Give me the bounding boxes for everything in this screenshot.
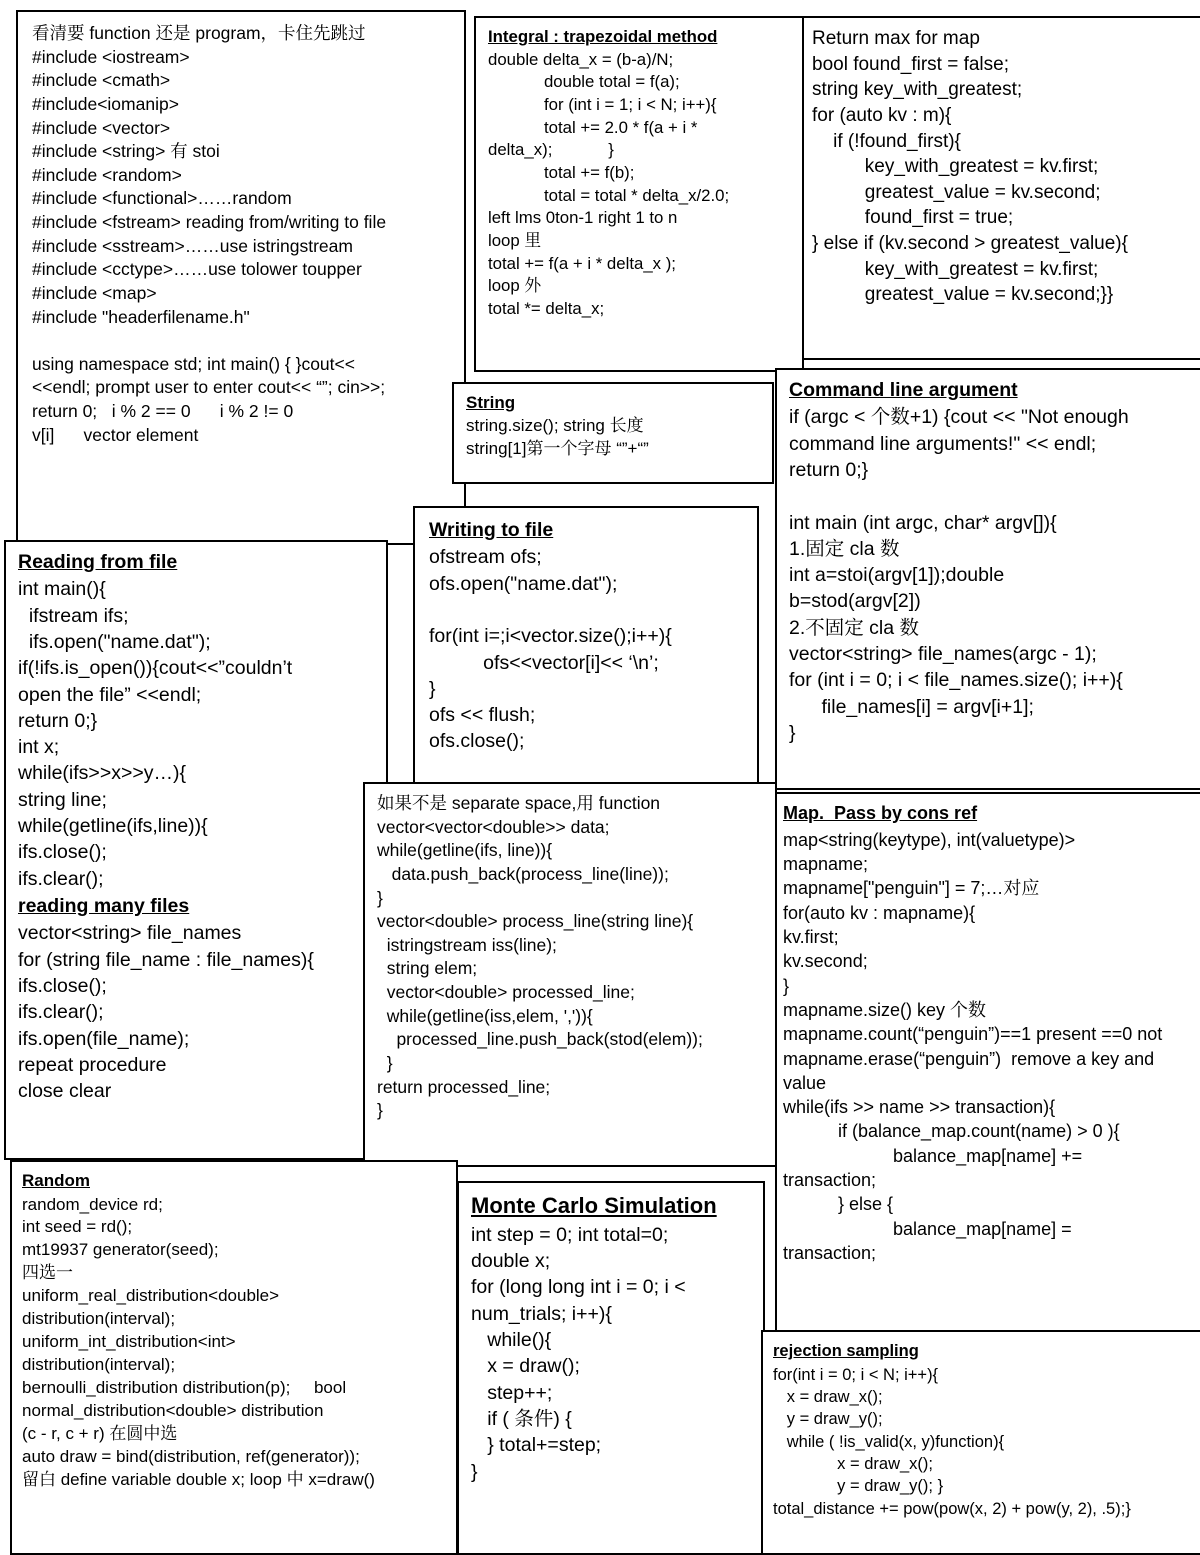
code-line: #include "headerfilename.h" xyxy=(32,306,250,327)
code-line: while(){ xyxy=(471,1329,552,1352)
code-line: ifs.clear(); xyxy=(18,1001,104,1024)
code-line: } xyxy=(471,1460,478,1483)
code-line: x = draw_x(); xyxy=(773,1454,933,1473)
cmdline-title: Command line argument xyxy=(789,379,1018,401)
code-line xyxy=(789,483,1198,509)
code-line: value xyxy=(783,1072,827,1093)
code-line: loop 里 xyxy=(488,231,542,251)
code-line: while(ifs >> name >> transaction){ xyxy=(783,1097,1056,1118)
code-line: int a=stoi(argv[1]);double xyxy=(789,564,1005,587)
code-line: } xyxy=(429,677,436,700)
map-title: Map. Pass by cons ref xyxy=(783,803,978,823)
code-line: mt19937 generator(seed); xyxy=(22,1240,219,1260)
code-line: left lms 0ton-1 right 1 to n xyxy=(488,208,678,228)
writing-box xyxy=(413,506,759,796)
code-line: #include <string> 有 stoi xyxy=(32,141,220,162)
code-line xyxy=(32,329,450,353)
rejection-title: rejection sampling xyxy=(773,1342,919,1360)
code-line: string.size(); string 长度 xyxy=(466,415,644,435)
writing-title: Writing to file xyxy=(429,519,554,541)
integral-lines xyxy=(488,49,790,321)
code-line: data.push_back(process_line(line)); xyxy=(377,863,669,884)
code-line: greatest_value = kv.second;}} xyxy=(812,284,1114,306)
code-line: 四选一 xyxy=(22,1263,73,1283)
code-line: #include <sstream>……use istringstream xyxy=(32,235,353,256)
code-line: 如果不是 separate space,用 function xyxy=(377,793,661,813)
code-line: mapname["penguin"] = 7;…对应 xyxy=(783,878,1040,899)
code-line: mapname; xyxy=(783,854,869,875)
code-line: for(int i=;i<vector.size();i++){ xyxy=(429,625,672,648)
code-line: } else if (kv.second > greatest_value){ xyxy=(812,233,1128,255)
code-line: distribution(interval); xyxy=(22,1355,176,1375)
code-line: return 0; i % 2 == 0 i % 2 != 0 xyxy=(32,401,294,421)
code-line: balance_map[name] += xyxy=(783,1145,1083,1166)
reading-lines2 xyxy=(18,920,374,1104)
code-line: total_distance += pow(pow(x, 2) + pow(y, 2), .5);} xyxy=(773,1499,1131,1518)
code-line: num_trials; i++){ xyxy=(471,1302,612,1325)
code-line: processed_line.push_back(stod(elem)); xyxy=(377,1029,703,1050)
code-line: if (!found_first){ xyxy=(812,130,961,152)
code-line: using namespace std; int main() { }cout<< xyxy=(32,353,355,374)
headers-lines xyxy=(32,22,450,447)
code-line: if (balance_map.count(name) > 0 ){ xyxy=(783,1121,1120,1142)
reading-lines xyxy=(18,576,374,892)
code-line: #include <map> xyxy=(32,282,157,303)
code-line: x = draw(); xyxy=(471,1355,580,1378)
cmdline-lines xyxy=(789,404,1198,746)
code-line: for(int i = 0; i < N; i++){ xyxy=(773,1365,939,1384)
code-line: while(ifs>>x>>y…){ xyxy=(18,762,186,785)
code-line: vector<double> processed_line; xyxy=(377,982,635,1002)
code-line: bool found_first = false; xyxy=(812,53,1009,75)
code-line: string[1]第一个字母 “”+“” xyxy=(466,438,649,458)
code-line: command line arguments!" << endl; xyxy=(789,432,1097,455)
code-line: Return max for map xyxy=(812,28,980,49)
code-line: for (long long int i = 0; i < xyxy=(471,1276,686,1299)
code-line: loop 外 xyxy=(488,276,542,296)
code-line: uniform_int_distribution<int> xyxy=(22,1332,236,1352)
process-lines xyxy=(377,792,763,1123)
code-line: } else { xyxy=(783,1194,894,1215)
map-box xyxy=(775,792,1200,1332)
code-line: total += f(a + i * delta_x ); xyxy=(488,253,676,273)
random-box xyxy=(10,1160,458,1555)
code-line: auto draw = bind(distribution, ref(generator)); xyxy=(22,1446,360,1466)
code-line: kv.second; xyxy=(783,951,868,972)
code-line: 1.固定 cla 数 xyxy=(789,537,900,560)
integral-title: Integral : trapezoidal method xyxy=(488,27,718,46)
code-line: total = total * delta_x/2.0; xyxy=(488,185,730,205)
code-line: ofs.open("name.dat"); xyxy=(429,572,618,595)
code-line: y = draw_y(); } xyxy=(773,1477,944,1496)
code-line: balance_map[name] = xyxy=(783,1218,1072,1239)
maxmap-box xyxy=(802,16,1200,360)
code-line: bernoulli_distribution distribution(p); bool xyxy=(22,1378,347,1397)
code-line: uniform_real_distribution<double> xyxy=(22,1286,280,1306)
code-line: kv.first; xyxy=(783,927,839,948)
map-lines xyxy=(783,828,1200,1265)
integral-box xyxy=(474,16,804,372)
code-line: } xyxy=(783,975,790,996)
code-line: <<endl; prompt user to enter cout<< “”; cin>>; xyxy=(32,377,386,398)
code-line: normal_distribution<double> distribution xyxy=(22,1400,324,1420)
code-line: (c - r, c + r) 在圆中选 xyxy=(22,1423,178,1443)
code-line: vector<double> process_line(string line){ xyxy=(377,911,694,932)
code-line: 留白 define variable double x; loop 中 x=draw() xyxy=(22,1469,375,1489)
code-line: ifs.open(file_name); xyxy=(18,1027,190,1050)
code-line: while(getline(ifs,line)){ xyxy=(18,815,208,838)
code-line: #include <functional>……random xyxy=(32,188,292,209)
montecarlo-title: Monte Carlo Simulation xyxy=(471,1193,717,1218)
code-line: return 0;} xyxy=(789,458,869,481)
random-title: Random xyxy=(22,1171,90,1190)
code-line: for (int i = 1; i < N; i++){ xyxy=(488,95,717,115)
code-line: vector<vector<double>> data; xyxy=(377,816,610,837)
code-line: key_with_greatest = kv.first; xyxy=(812,258,1099,280)
code-line: return processed_line; xyxy=(377,1076,551,1097)
maxmap-lines xyxy=(812,26,1200,308)
string-box xyxy=(452,382,774,484)
code-line: if (argc < 个数+1) {cout << "Not enough xyxy=(789,406,1129,429)
code-line: ofs.close(); xyxy=(429,730,525,753)
code-line: vector<string> file_names xyxy=(18,922,242,945)
code-line: string elem; xyxy=(377,958,478,979)
code-line: 看清要 function 还是 program，卡住先跳过 xyxy=(32,23,366,43)
code-line: string key_with_greatest; xyxy=(812,79,1023,101)
code-line: #include <cctype>……use tolower toupper xyxy=(32,259,362,280)
code-line: ofstream ofs; xyxy=(429,546,542,569)
montecarlo-box xyxy=(457,1181,765,1555)
code-line: while(getline(iss,elem, ',')){ xyxy=(377,1005,593,1026)
code-line: y = draw_y(); xyxy=(773,1410,883,1429)
code-line: found_first = true; xyxy=(812,207,1014,229)
code-line: #include<iomanip> xyxy=(32,93,179,114)
code-line: } xyxy=(789,722,796,745)
code-line: total *= delta_x; xyxy=(488,299,605,319)
code-line: b=stod(argv[2]) xyxy=(789,590,921,613)
code-line: for (auto kv : m){ xyxy=(812,104,952,126)
code-line: transaction; xyxy=(783,1170,877,1191)
code-line: for (string file_name : file_names){ xyxy=(18,948,314,971)
code-line: #include <fstream> reading from/writing to file xyxy=(32,212,387,232)
code-line: return 0;} xyxy=(18,709,98,732)
code-line: ifs.close(); xyxy=(18,974,107,997)
code-line: #include <cmath> xyxy=(32,70,171,91)
code-line: map<string(keytype), int(valuetype)> xyxy=(783,829,1076,850)
code-line: vector<string> file_names(argc - 1); xyxy=(789,643,1097,666)
code-line: total += 2.0 * f(a + i * xyxy=(488,117,698,137)
code-line: total += f(b); xyxy=(488,163,635,183)
code-line: mapname.erase(“penguin”) remove a key and xyxy=(783,1048,1155,1069)
code-line: } total+=step; xyxy=(471,1434,602,1457)
code-line: repeat procedure xyxy=(18,1053,167,1076)
code-line: ofs << flush; xyxy=(429,704,536,727)
code-line: delta_x); } xyxy=(488,140,614,160)
code-line: x = draw_x(); xyxy=(773,1388,883,1407)
code-line: double delta_x = (b-a)/N; xyxy=(488,49,674,69)
code-line: if(!ifs.is_open()){cout<<”couldn’t xyxy=(18,657,293,680)
code-line: for(auto kv : mapname){ xyxy=(783,902,976,923)
code-line: while ( !is_valid(x, y)function){ xyxy=(773,1432,1005,1451)
code-line: v[i] vector element xyxy=(32,424,199,445)
code-line: } xyxy=(377,1100,383,1121)
writing-lines xyxy=(429,544,743,755)
code-line: random_device rd; xyxy=(22,1194,163,1214)
code-line: mapname.size() key 个数 xyxy=(783,999,987,1020)
reading-title: Reading from file xyxy=(18,551,178,573)
random-lines xyxy=(22,1194,446,1492)
code-line: double x; xyxy=(471,1250,551,1273)
code-line: istringstream iss(line); xyxy=(377,934,557,955)
code-line: } xyxy=(377,887,383,908)
rejection-box xyxy=(761,1330,1200,1555)
code-line: for (int i = 0; i < file_names.size(); i++){ xyxy=(789,669,1123,692)
reading-subtitle: reading many files xyxy=(18,895,190,918)
code-line: ifs.clear(); xyxy=(18,867,104,890)
code-line: int x; xyxy=(18,736,60,759)
code-line: distribution(interval); xyxy=(22,1309,176,1329)
code-line: file_names[i] = argv[i+1]; xyxy=(789,695,1034,718)
string-title: String xyxy=(466,393,516,412)
string-lines xyxy=(466,415,760,461)
cmdline-box xyxy=(775,368,1200,790)
montecarlo-lines xyxy=(471,1222,751,1485)
code-line: } xyxy=(377,1052,393,1073)
code-line: string line; xyxy=(18,788,107,811)
code-line: ifs.close(); xyxy=(18,841,107,864)
code-line xyxy=(429,597,743,623)
code-line: int main (int argc, char* argv[]){ xyxy=(789,511,1057,534)
headers-box xyxy=(16,10,466,545)
reading-box xyxy=(4,540,388,1160)
code-line: 2.不固定 cla 数 xyxy=(789,616,920,639)
code-line: key_with_greatest = kv.first; xyxy=(812,156,1099,178)
code-line: int step = 0; int total=0; xyxy=(471,1223,669,1246)
code-line: open the file” <<endl; xyxy=(18,683,202,706)
code-line: ifs.open("name.dat"); xyxy=(18,630,211,653)
code-line: step++; xyxy=(471,1381,553,1404)
code-line: if ( 条件) { xyxy=(471,1407,572,1430)
code-line: mapname.count(“penguin”)==1 present ==0 not xyxy=(783,1024,1163,1045)
code-line: #include <random> xyxy=(32,164,182,185)
code-line: ofs<<vector[i]<< ‘\n’; xyxy=(429,651,659,674)
code-line: #include <vector> xyxy=(32,117,171,138)
code-line: while(getline(ifs, line)){ xyxy=(377,840,553,861)
code-line: ifstream ifs; xyxy=(18,604,129,627)
code-line: double total = f(a); xyxy=(488,72,680,92)
rejection-lines xyxy=(773,1364,1200,1520)
code-line: greatest_value = kv.second; xyxy=(812,181,1101,203)
code-line: int seed = rd(); xyxy=(22,1217,133,1237)
process-box xyxy=(363,782,777,1167)
code-line: #include <iostream> xyxy=(32,46,190,67)
code-line: int main(){ xyxy=(18,578,106,601)
code-line: transaction; xyxy=(783,1242,877,1263)
code-line: close clear xyxy=(18,1080,112,1103)
